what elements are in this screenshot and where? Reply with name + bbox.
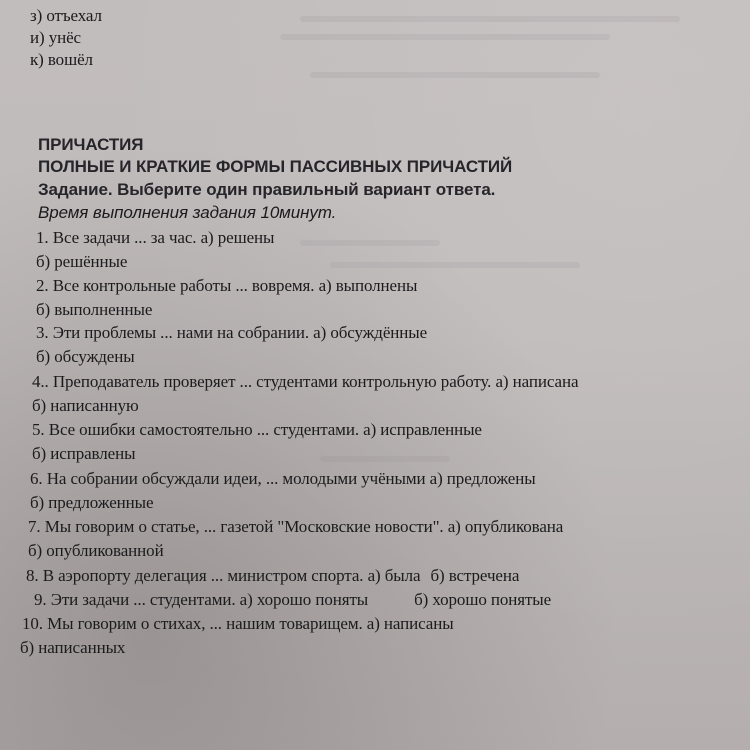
question-9-option-b: б) хорошо понятые xyxy=(414,590,552,609)
question-9 xyxy=(34,590,551,610)
question-6: 6. На собрании обсуждали идеи, ... молодыми учёными а) предложены xyxy=(30,469,536,488)
question-2-option-b: б) выполненные xyxy=(36,300,153,319)
section-title: ПРИЧАСТИЯ xyxy=(38,135,144,154)
top-list-item-k: к) вошёл xyxy=(30,50,93,69)
question-7-option-b: б) опубликованной xyxy=(28,541,164,560)
question-1-option-b: б) решённые xyxy=(36,252,128,271)
question-4: 4.. Преподаватель проверяет ... студентами контрольную работу. а) написана xyxy=(32,372,579,391)
time-limit: Время выполнения задания 10минут. xyxy=(38,203,337,222)
top-list-item-i: и) унёс xyxy=(30,28,81,47)
top-list-item-z: з) отъехал xyxy=(30,6,102,25)
question-8 xyxy=(26,566,519,586)
question-8-option-b: б) встречена xyxy=(430,566,520,585)
question-2: 2. Все контрольные работы ... вовремя. а) выполнены xyxy=(36,276,418,295)
question-9-text: 9. Эти задачи ... студентами. а) хорошо поняты xyxy=(34,590,369,609)
question-3: 3. Эти проблемы ... нами на собрании. а) обсуждённые xyxy=(36,323,428,342)
question-5-option-b: б) исправлены xyxy=(32,444,136,463)
question-3-option-b: б) обсуждены xyxy=(36,347,135,366)
question-4-option-b: б) написанную xyxy=(32,396,139,415)
question-1: 1. Все задачи ... за час. а) решены xyxy=(36,228,275,247)
question-10-option-b: б) написанных xyxy=(20,638,126,657)
question-6-option-b: б) предложенные xyxy=(30,493,154,512)
question-7: 7. Мы говорим о статье, ... газетой "Московские новости". а) опубликована xyxy=(28,517,564,536)
question-5: 5. Все ошибки самостоятельно ... студентами. а) исправленные xyxy=(32,420,482,439)
question-8-text: 8. В аэропорту делегация ... министром спорта. а) была xyxy=(26,566,421,585)
task-instruction: Задание. Выберите один правильный вариант ответа. xyxy=(38,180,496,199)
section-subtitle: ПОЛНЫЕ И КРАТКИЕ ФОРМЫ ПАССИВНЫХ ПРИЧАСТИЙ xyxy=(38,157,513,176)
question-10: 10. Мы говорим о стихах, ... нашим товарищем. а) написаны xyxy=(22,614,454,633)
